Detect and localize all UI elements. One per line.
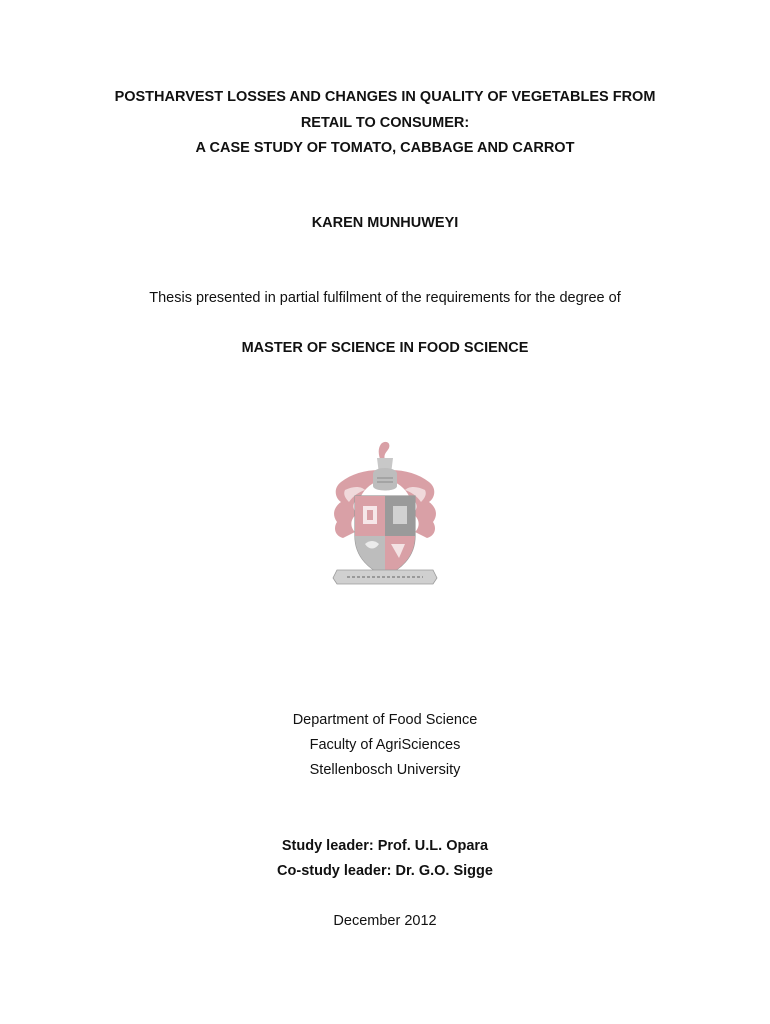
thesis-title-line-1: POSTHARVEST LOSSES AND CHANGES IN QUALITY OF VEGETABLES FROM [114,89,656,105]
degree-statement: Thesis presented in partial fulfilment of the requirements for the degree of [149,290,621,306]
faculty-name: Faculty of AgriSciences [309,737,461,753]
department-name: Department of Food Science [292,712,478,728]
thesis-title-line-3: A CASE STUDY OF TOMATO, CABBAGE AND CARROT [195,140,575,156]
thesis-title-line-2: RETAIL TO CONSUMER: [300,115,470,131]
study-leader: Study leader: Prof. U.L. Opara [281,838,489,854]
university-name: Stellenbosch University [309,762,461,778]
author-name: KAREN MUNHUWEYI [311,215,459,231]
co-study-leader: Co-study leader: Dr. G.O. Sigge [277,863,493,879]
degree-name: MASTER OF SCIENCE IN FOOD SCIENCE [241,340,529,356]
submission-date: December 2012 [333,913,437,929]
university-crest-icon [325,440,445,585]
